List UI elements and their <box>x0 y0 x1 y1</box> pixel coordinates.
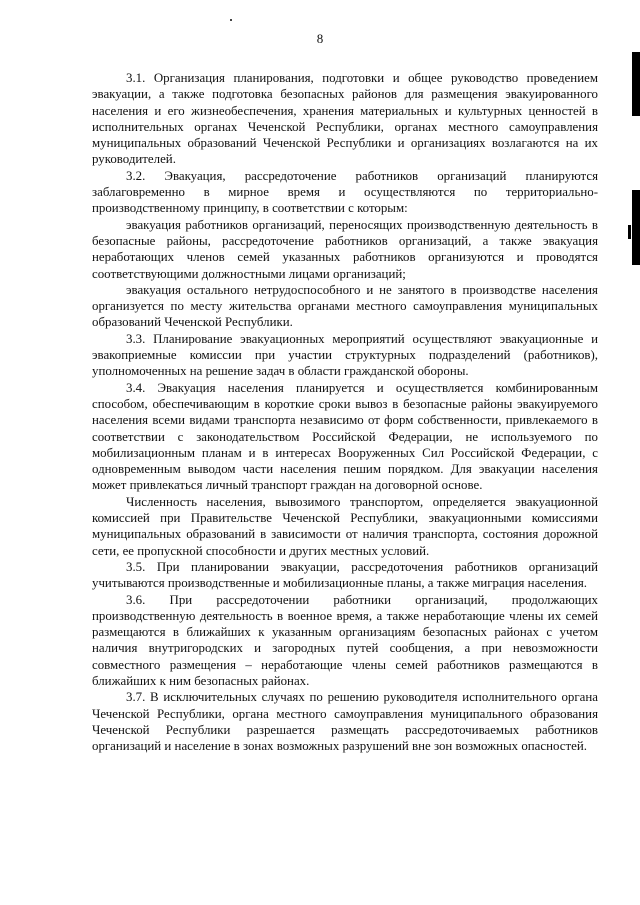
scan-edge-shadow-middle <box>632 190 640 265</box>
scan-mark <box>230 19 232 21</box>
document-body <box>92 70 598 754</box>
paragraph-3-3: 3.3. Планирование эвакуационных мероприятий осуществляют эвакуационные и эвакоприемные комиссии при участии структурных подразделений (работников), уполномоченных на решение задач в области гражданской обороны. <box>92 331 598 379</box>
paragraph-3-5: 3.5. При планировании эвакуации, рассредоточения работников организаций учитываются производственные и мобилизационные планы, а также миграция населения. <box>92 559 598 591</box>
paragraph-3-7: 3.7. В исключительных случаях по решению руководителя исполнительного органа Чеченской Республики, органа местного самоуправления муниципального образования Чеченской Республики разрешается размещать рассредоточиваемых работников организаций и население в зонах возможных разрушений вне зон возможных опасностей. <box>92 690 598 754</box>
paragraph-3-1: 3.1. Организация планирования, подготовки и общее руководство проведением эвакуации, а также подготовка безопасных районов для размещения эвакуированного населения и его жизнеобеспечения, хранения материальных и культурных ценностей в исполнительных органах Чеченской Республики, органах местного самоуправления муниципальных образований Чеченской Республики и организациях возлагаются на их руководителей. <box>92 71 598 167</box>
paragraph-3-4-continuation: Численность населения, вывозимого транспортом, определяется эвакуационной комиссией при Правительстве Чеченской Республики, эвакуационными комиссиями муниципальных образований в зависимости от наличия транспорта, состояния дорожной сети, ее пропускной способности и других местных условий. <box>92 494 598 558</box>
paragraph-3-4: 3.4. Эвакуация населения планируется и осуществляется комбинированным способом, обеспечивающим в короткие сроки вывоз в безопасные районы эвакуируемого населения всеми видами транспорта независимо от форм собственности, привлекаемого в соответствии с законодательством Российской Федерации, не используемого по мобилизационным планам и в интересах Вооруженных Сил Российской Федерации, с одновременным выводом части населения пешим порядком. Для эвакуации населения может привлекаться личный транспорт граждан на договорной основе. <box>92 380 598 493</box>
paragraph-3-2-item-2: эвакуация остального нетрудоспособного и не занятого в производстве населения организуется по месту жительства органами местного самоуправления муниципальных образований Чеченской Республики. <box>92 282 598 330</box>
paragraph-3-6: 3.6. При рассредоточении работники организаций, продолжающих производственную деятельность в военное время, а также неработающие члены их семей размещаются в ближайших к указанным организациям безопасных районах с учетом наличия внутригородских и загородных путей сообщения, а при невозможности совместного размещения – неработающие члены семей работников размещаются в ближайших к ним безопасных районах. <box>92 592 598 688</box>
scan-edge-mark <box>628 225 631 239</box>
scan-edge-shadow-top <box>632 52 640 116</box>
page-number: 8 <box>316 31 324 46</box>
paragraph-3-2-item-1: эвакуация работников организаций, переносящих производственную деятельность в безопасные районы, рассредоточение работников организаций, а также эвакуация неработающих членов семей указанных работников организуются и проводятся соответствующими должностными лицами организаций; <box>92 217 598 281</box>
paragraph-3-2: 3.2. Эвакуация, рассредоточение работников организаций планируются заблаговременно в мирное время и осуществляются по территориально-производственному принципу, в соответствии с которым: <box>92 168 598 216</box>
